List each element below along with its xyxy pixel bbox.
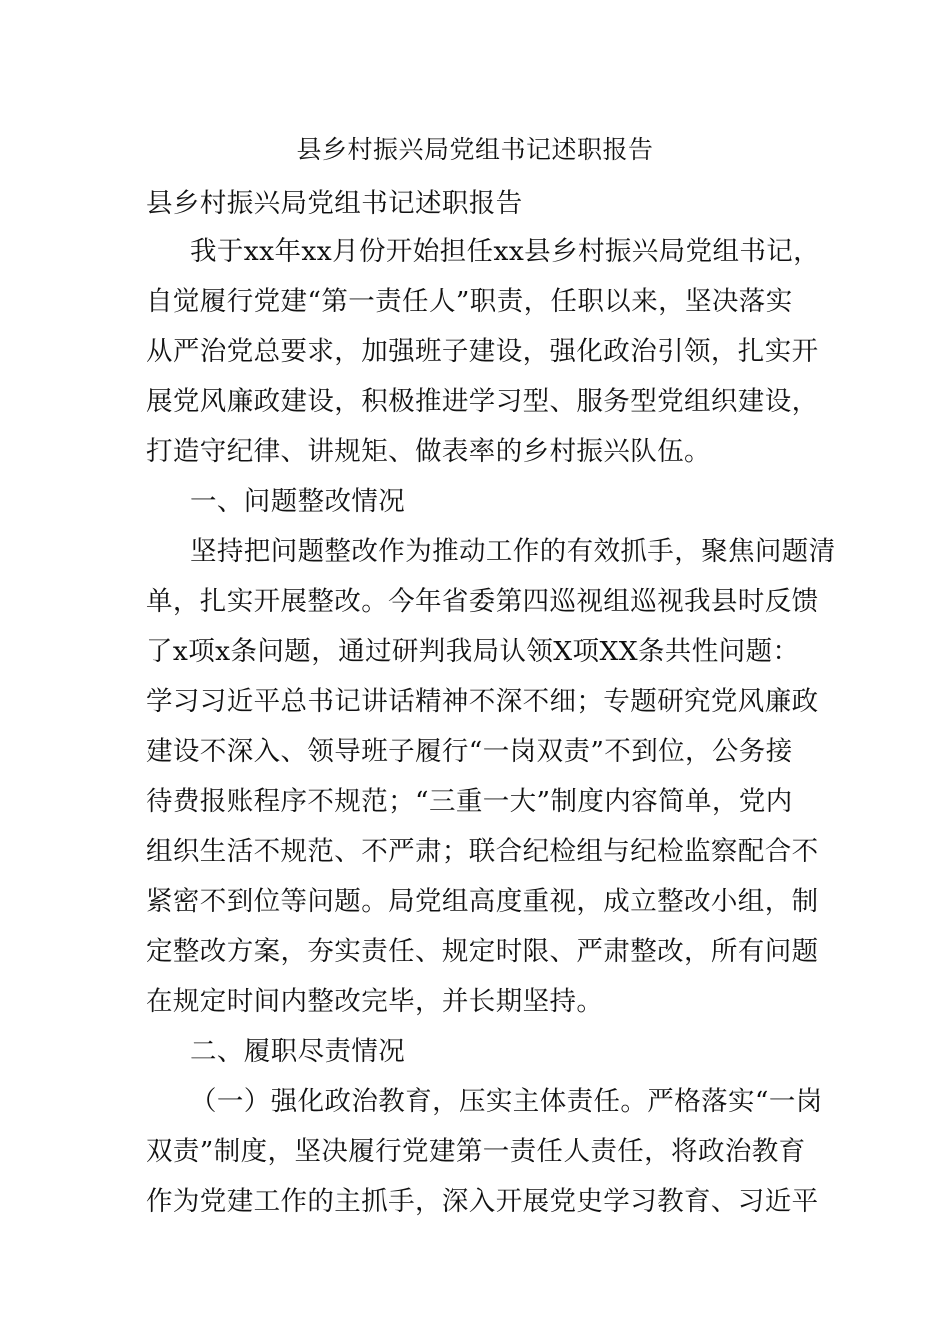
text-line: 打造守纪律、讲规矩、做表率的乡村振兴队伍。 bbox=[146, 436, 711, 467]
section-heading-2: 二、履职尽责情况 bbox=[190, 1036, 406, 1067]
text-line: 自觉履行党建“第一责任人”职责，任职以来，坚决落实 bbox=[146, 286, 793, 317]
text-line: 单，扎实开展整改。今年省委第四巡视组巡视我县时反馈 bbox=[146, 586, 819, 617]
section-heading-1: 一、问题整改情况 bbox=[190, 486, 406, 517]
text-line: 待费报账程序不规范；“三重一大”制度内容简单，党内 bbox=[146, 786, 793, 817]
document-subtitle: 县乡村振兴局党组书记述职报告 bbox=[146, 188, 523, 219]
text-line: （一）强化政治教育，压实主体责任。严格落实“一岗 bbox=[190, 1086, 823, 1117]
text-line: 紧密不到位等问题。局党组高度重视，成立整改小组，制 bbox=[146, 886, 819, 917]
document-title: 县乡村振兴局党组书记述职报告 bbox=[296, 135, 654, 164]
text-line: 了x项x条问题，通过研判我局认领X项XX条共性问题： bbox=[146, 636, 800, 667]
text-line: 学习习近平总书记讲话精神不深不细；专题研究党风廉政 bbox=[146, 686, 819, 717]
text-line: 展党风廉政建设，积极推进学习型、服务型党组织建设， bbox=[146, 386, 819, 417]
text-line: 坚持把问题整改作为推动工作的有效抓手，聚焦问题清 bbox=[190, 536, 836, 567]
text-line: 作为党建工作的主抓手，深入开展党史学习教育、习近平 bbox=[146, 1186, 819, 1217]
text-line: 建设不深入、领导班子履行“一岗双责”不到位，公务接 bbox=[146, 736, 793, 767]
text-line: 我于xx年xx月份开始担任xx县乡村振兴局党组书记， bbox=[190, 236, 821, 267]
text-line: 从严治党总要求，加强班子建设，强化政治引领，扎实开 bbox=[146, 336, 819, 367]
text-line: 组织生活不规范、不严肃；联合纪检组与纪检监察配合不 bbox=[146, 836, 819, 867]
text-line: 在规定时间内整改完毕，并长期坚持。 bbox=[146, 986, 604, 1017]
text-line: 双责”制度，坚决履行党建第一责任人责任，将政治教育 bbox=[146, 1136, 806, 1167]
text-line: 定整改方案，夯实责任、规定时限、严肃整改，所有问题 bbox=[146, 936, 819, 967]
